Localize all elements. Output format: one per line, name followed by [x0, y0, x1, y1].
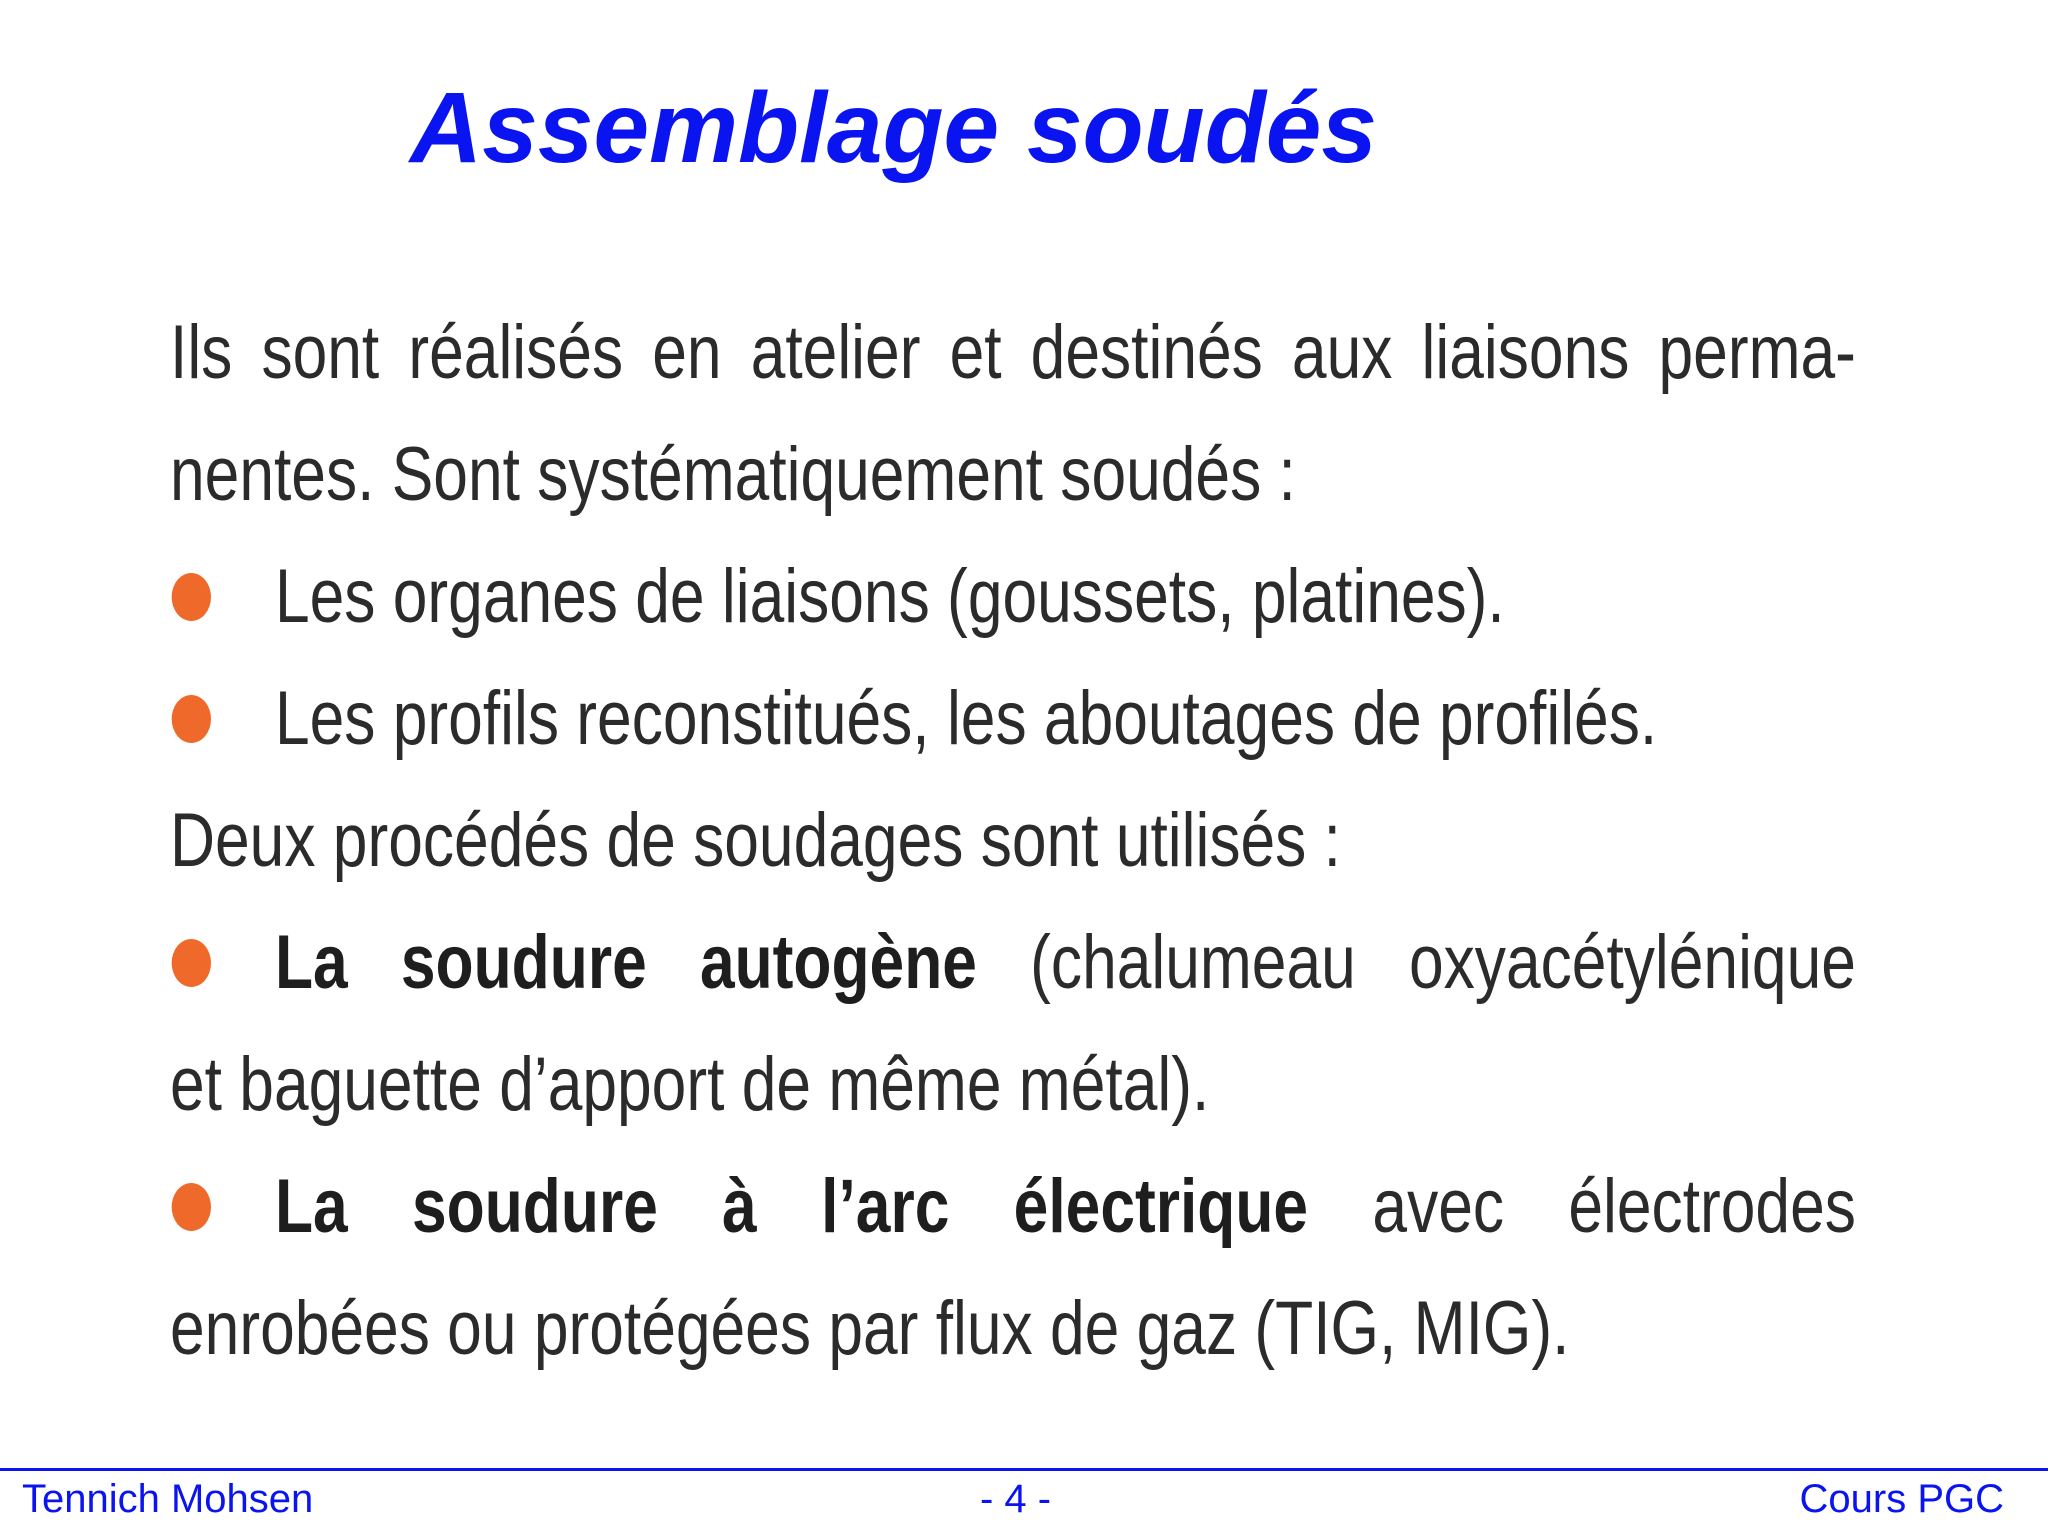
procede-item: [170, 902, 1856, 1024]
procede-item-text: [275, 902, 1856, 1024]
slide-body: [170, 292, 1856, 1390]
list-item: [170, 536, 1856, 658]
procedes-intro: Deux procédés de soudages sont utilisés :: [170, 798, 1341, 883]
slide-title: Assemblage soudés: [410, 72, 1378, 184]
procede-item: [170, 1146, 1856, 1268]
procede-continuation: enrobées ou protégées par flux de gaz (TIG, MIG).: [170, 1286, 1570, 1371]
intro-line-2: nentes. Sont systématiquement soudés :: [170, 432, 1296, 517]
bullet-dot-icon: [172, 1183, 211, 1231]
procede-name: La soudure à l’arc électrique: [274, 1164, 1309, 1249]
bullet-dot-icon: [172, 573, 211, 621]
intro-line-1: Ils sont réalisés en atelier et destinés aux liaisons perma-: [170, 310, 1856, 395]
procede-name: La soudure autogène: [274, 920, 977, 1005]
procede-detail: avec électrodes: [1308, 1164, 1856, 1249]
list-item-text: Les profils reconstitués, les aboutages de profilés.: [274, 676, 1658, 761]
procede-continuation: et baguette d’apport de même métal).: [170, 1042, 1210, 1127]
list-item-text: Les organes de liaisons (goussets, platines).: [274, 554, 1505, 639]
bullet-dot-icon: [172, 695, 211, 743]
procede-detail: (chalumeau oxyacétylénique: [976, 920, 1856, 1005]
footer-divider: [0, 1468, 2048, 1471]
procede-item-text: [275, 1146, 1856, 1268]
list-item: [170, 658, 1856, 780]
footer-course: Cours PGC: [1799, 1477, 2004, 1521]
footer-page-number: - 4 -: [980, 1477, 1052, 1521]
footer-author: Tennich Mohsen: [22, 1477, 314, 1521]
bullet-dot-icon: [172, 939, 211, 987]
